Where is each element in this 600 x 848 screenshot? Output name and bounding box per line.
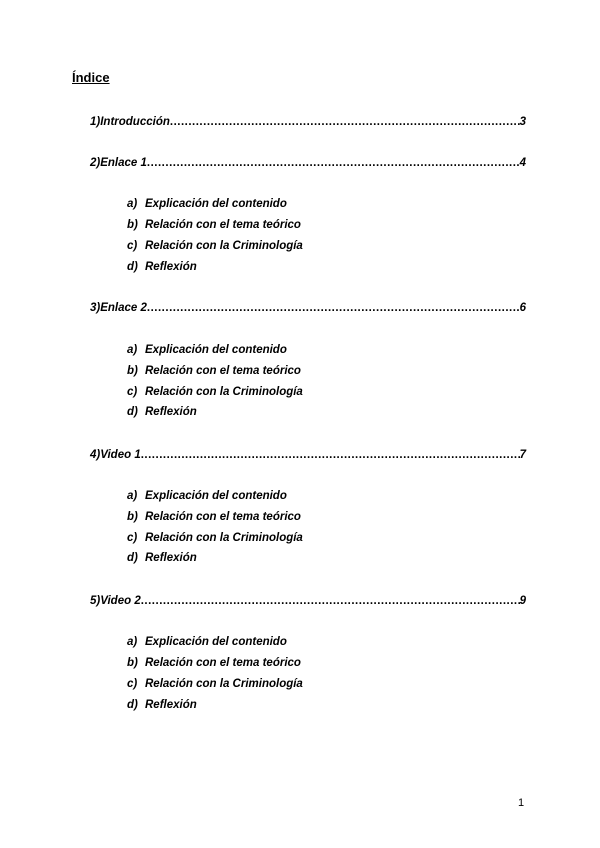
toc-entry-4 xyxy=(90,447,526,463)
toc-entry-number: 3) xyxy=(90,302,101,314)
toc-title: Índice xyxy=(72,70,110,85)
toc-subitem-text: Relación con la Criminología xyxy=(145,240,303,252)
toc-entry-label: Enlace 1 xyxy=(100,157,147,169)
toc-subitem xyxy=(127,655,301,671)
toc-subitem-letter: a) xyxy=(127,490,138,502)
toc-subitem xyxy=(127,697,197,713)
toc-subitem-letter: b) xyxy=(127,219,138,231)
toc-subitem-text: Relación con la Criminología xyxy=(145,532,303,544)
toc-subitem xyxy=(127,363,301,379)
dot-leader xyxy=(170,114,520,130)
toc-subitem-letter: d) xyxy=(127,552,138,564)
toc-entry-number: 4) xyxy=(90,449,101,461)
toc-subitem xyxy=(127,404,197,420)
toc-entry-number: 2) xyxy=(90,157,101,169)
toc-subitem-text: Relación con la Criminología xyxy=(145,678,303,690)
toc-subitem-letter: b) xyxy=(127,657,138,669)
toc-entry-number: 1) xyxy=(90,116,101,128)
dot-leader xyxy=(147,155,520,171)
toc-subitem-letter: c) xyxy=(127,386,138,398)
toc-subitem-text: Reflexión xyxy=(145,261,197,273)
toc-entry-number: 5) xyxy=(90,595,101,607)
toc-subitem-text: Explicación del contenido xyxy=(145,344,287,356)
toc-subitem-letter: a) xyxy=(127,636,138,648)
toc-subitem xyxy=(127,384,303,400)
toc-subitem-text: Relación con el tema teórico xyxy=(145,219,301,231)
toc-subitem-letter: d) xyxy=(127,406,138,418)
toc-subitem xyxy=(127,259,197,275)
toc-subitem-letter: d) xyxy=(127,261,138,273)
toc-subitem xyxy=(127,509,301,525)
toc-subitem-text: Explicación del contenido xyxy=(145,636,287,648)
page-number: 1 xyxy=(518,797,525,809)
toc-entry-5 xyxy=(90,593,526,609)
toc-subitem xyxy=(127,196,287,212)
toc-subitem-letter: c) xyxy=(127,240,138,252)
toc-subitem-letter: b) xyxy=(127,365,138,377)
toc-subitem-text: Relación con la Criminología xyxy=(145,386,303,398)
dot-leader xyxy=(147,300,520,316)
toc-subitem xyxy=(127,238,303,254)
toc-entry-label: Introducción xyxy=(100,116,170,128)
dot-leader xyxy=(141,593,520,609)
toc-entry-page: 9 xyxy=(519,595,526,607)
toc-subitem-text: Reflexión xyxy=(145,406,197,418)
dot-leader xyxy=(141,447,520,463)
toc-subitem-text: Reflexión xyxy=(145,699,197,711)
toc-subitem xyxy=(127,634,287,650)
toc-subitem xyxy=(127,530,303,546)
toc-entry-label: Video 1 xyxy=(100,449,141,461)
toc-subitem-text: Explicación del contenido xyxy=(145,490,287,502)
toc-subitem-text: Reflexión xyxy=(145,552,197,564)
toc-subitem xyxy=(127,342,287,358)
toc-entry-1 xyxy=(90,114,526,130)
toc-subitem-letter: a) xyxy=(127,198,138,210)
toc-entry-page: 3 xyxy=(519,116,526,128)
toc-entry-page: 7 xyxy=(519,449,526,461)
toc-subitem-letter: c) xyxy=(127,678,138,690)
toc-entry-label: Video 2 xyxy=(100,595,141,607)
toc-subitem xyxy=(127,676,303,692)
toc-subitem-text: Relación con el tema teórico xyxy=(145,365,301,377)
toc-subitem xyxy=(127,217,301,233)
toc-subitem-text: Explicación del contenido xyxy=(145,198,287,210)
toc-subitem-text: Relación con el tema teórico xyxy=(145,511,301,523)
toc-entry-page: 6 xyxy=(519,302,526,314)
toc-subitem-letter: b) xyxy=(127,511,138,523)
toc-entry-page: 4 xyxy=(519,157,526,169)
toc-subitem xyxy=(127,488,287,504)
toc-subitem-letter: c) xyxy=(127,532,138,544)
toc-subitem-text: Relación con el tema teórico xyxy=(145,657,301,669)
toc-entry-label: Enlace 2 xyxy=(100,302,147,314)
toc-subitem-letter: a) xyxy=(127,344,138,356)
toc-entry-3 xyxy=(90,300,526,316)
toc-subitem-letter: d) xyxy=(127,699,138,711)
toc-subitem xyxy=(127,550,197,566)
toc-entry-2 xyxy=(90,155,526,171)
